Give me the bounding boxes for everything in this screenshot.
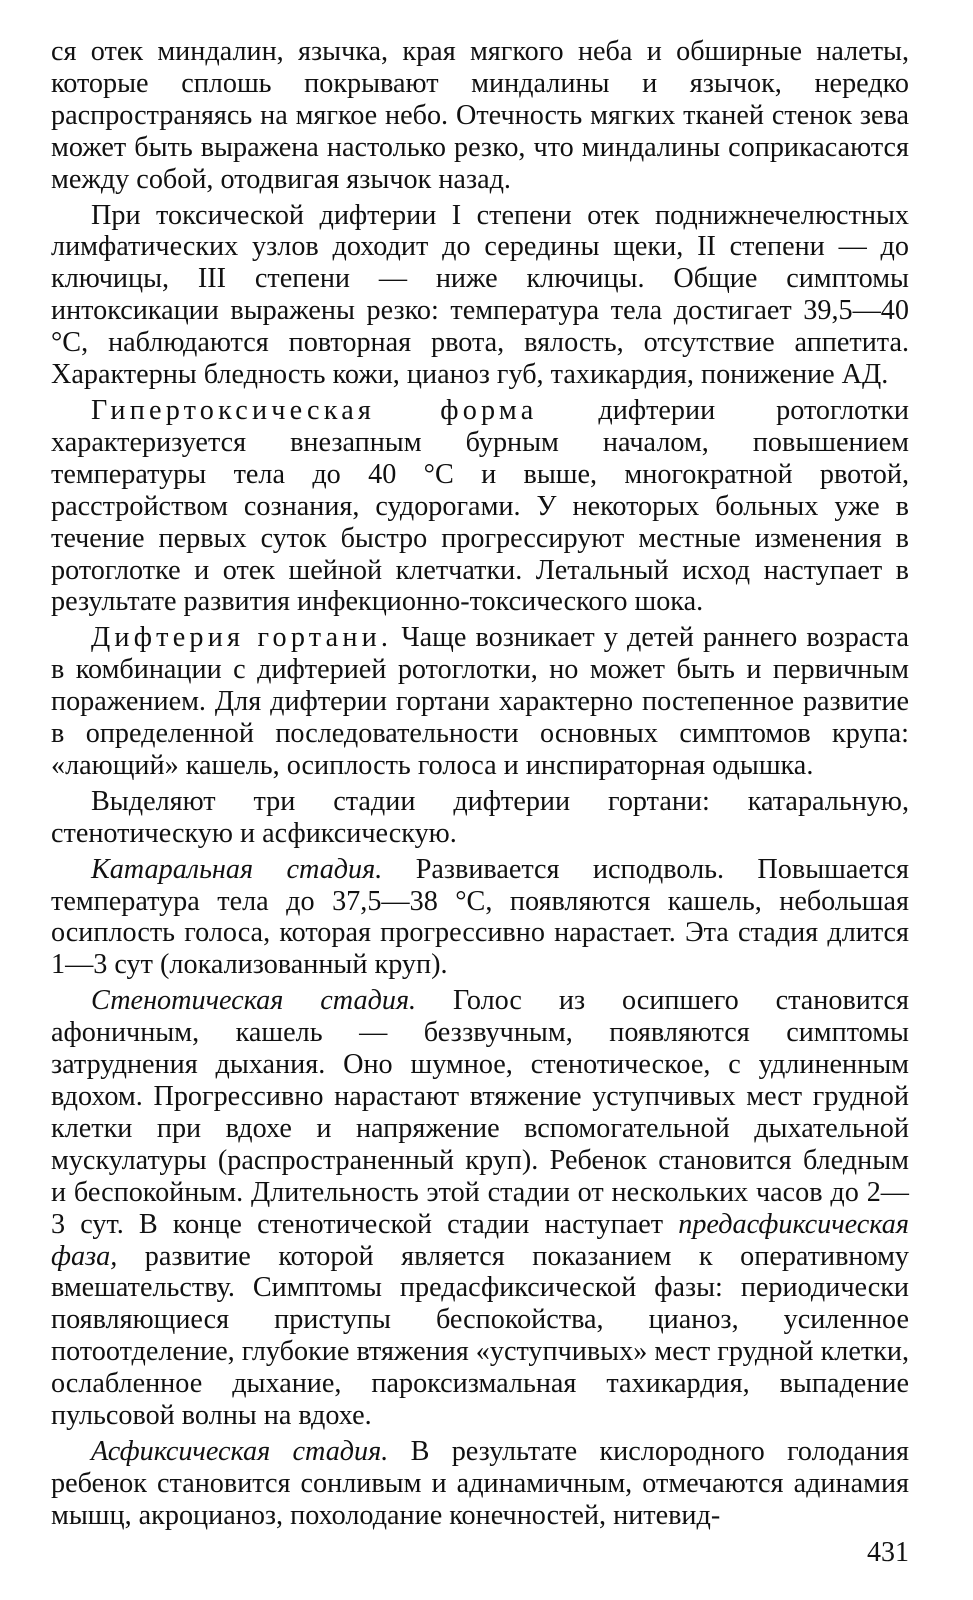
paragraph-three-stages bbox=[51, 786, 909, 850]
paragraph-text: дифтерии ротоглотки характеризуется внезапным бурным началом, повышением температуры тела до 40 °С и выше, многократной рвотой, расстройством сознания, судорогами. У некоторых больных уже в течение первых суток быстро прогрессируют местные изменения в ротоглотке и отек шейной клетчатки. Летальный исход наступает в результате развития инфекционно-токсического шока. bbox=[51, 394, 909, 618]
paragraph-text: При токсической дифтерии I степени отек поднижнечелюстных лимфатических узлов доходит до середины щеки, II степени — до ключицы, III степени — ниже ключицы. Общие симптомы интоксикации выражены резко: температура тела достигает 39,5—40 °С, наблюдаются повторная рвота, вялость, отсутствие аппетита. Характерны бледность кожи, цианоз губ, тахикардия, понижение АД. bbox=[51, 199, 909, 391]
paragraph-text: Развивается исподволь. Повышается температура тела до 37,5—38 °С, появляются кашель, небольшая осиплость голоса, которая прогрессивно нарастает. Эта стадия длится 1—3 сут (локализованный круп). bbox=[51, 853, 909, 981]
spaced-term: Гипертоксическая форма bbox=[91, 394, 538, 426]
page-text bbox=[51, 36, 909, 1536]
paragraph-text: Голос из осипшего становится афоничным, кашель — беззвучным, появляются симптомы затруднения дыхания. Оно шумное, стенотическое, с удлиненным вдохом. Прогрессивно нарастают втяжение уступчивых мест грудной клетки при вдохе и напряжение вспомогательной дыхательной мускулатуры (распространенный круп). Ребенок становится бледным и беспокойным. Длительность этой стадии от нескольких часов до 2—3 сут. В конце стенотической стадии наступает bbox=[51, 985, 909, 1240]
paragraph-text: развитие которой является показанием к оперативному вмешательству. Симптомы предасфиксической фазы: периодически появляющиеся приступы беспокойства, цианоз, усиленное потоотделение, глубокие втяжения «уступчивых» мест грудной клетки, ослабленное дыхание, пароксизмальная тахикардия, выпадение пульсовой волны на вдохе. bbox=[51, 1240, 909, 1432]
paragraph-hypertoxic-form bbox=[51, 395, 909, 618]
paragraph-toxic-diphtheria bbox=[51, 200, 909, 391]
italic-term: Асфиксическая стадия. bbox=[91, 1435, 389, 1467]
paragraph-catarrhal-stage bbox=[51, 854, 909, 982]
paragraph-laryngeal-diphtheria bbox=[51, 622, 909, 782]
italic-term: Катаральная стадия. bbox=[91, 853, 383, 885]
italic-term: предасфиксическая фаза, bbox=[51, 1208, 909, 1272]
paragraph-text: Выделяют три стадии дифтерии гортани: катаральную, стенотическую и асфиксическую. bbox=[51, 785, 909, 849]
paragraph-text: Чаще возникает у детей раннего возраста в комбинации с дифтерией ротоглотки, но может быть и первичным поражением. Для дифтерии гортани характерно постепенное развитие в определенной последовательности основных симптомов крупа: «лающий» кашель, осиплость голоса и инспираторная одышка. bbox=[51, 622, 909, 781]
paragraph-continuation bbox=[51, 36, 909, 196]
paragraph-text: ся отек миндалин, язычка, края мягкого неба и обширные налеты, которые сплошь покрывают миндалины и язычок, нередко распространяясь на мягкое небо. Отечность мягких тканей стенок зева может быть выражена настолько резко, что миндалины соприкасаются между собой, отодвигая язычок назад. bbox=[51, 36, 909, 195]
page-number: 431 bbox=[867, 1537, 909, 1568]
spaced-term: Дифтерия гортани. bbox=[91, 622, 393, 654]
paragraph-stenotic-stage bbox=[51, 985, 909, 1432]
paragraph-text: В результате кислородного голодания ребенок становится сонливым и адинамичным, отмечаются адинамия мышц, акроцианоз, похолодание конечностей, нитевид- bbox=[51, 1435, 909, 1531]
paragraph-asphyxic-stage bbox=[51, 1436, 909, 1532]
italic-term: Стенотическая стадия. bbox=[91, 985, 417, 1017]
